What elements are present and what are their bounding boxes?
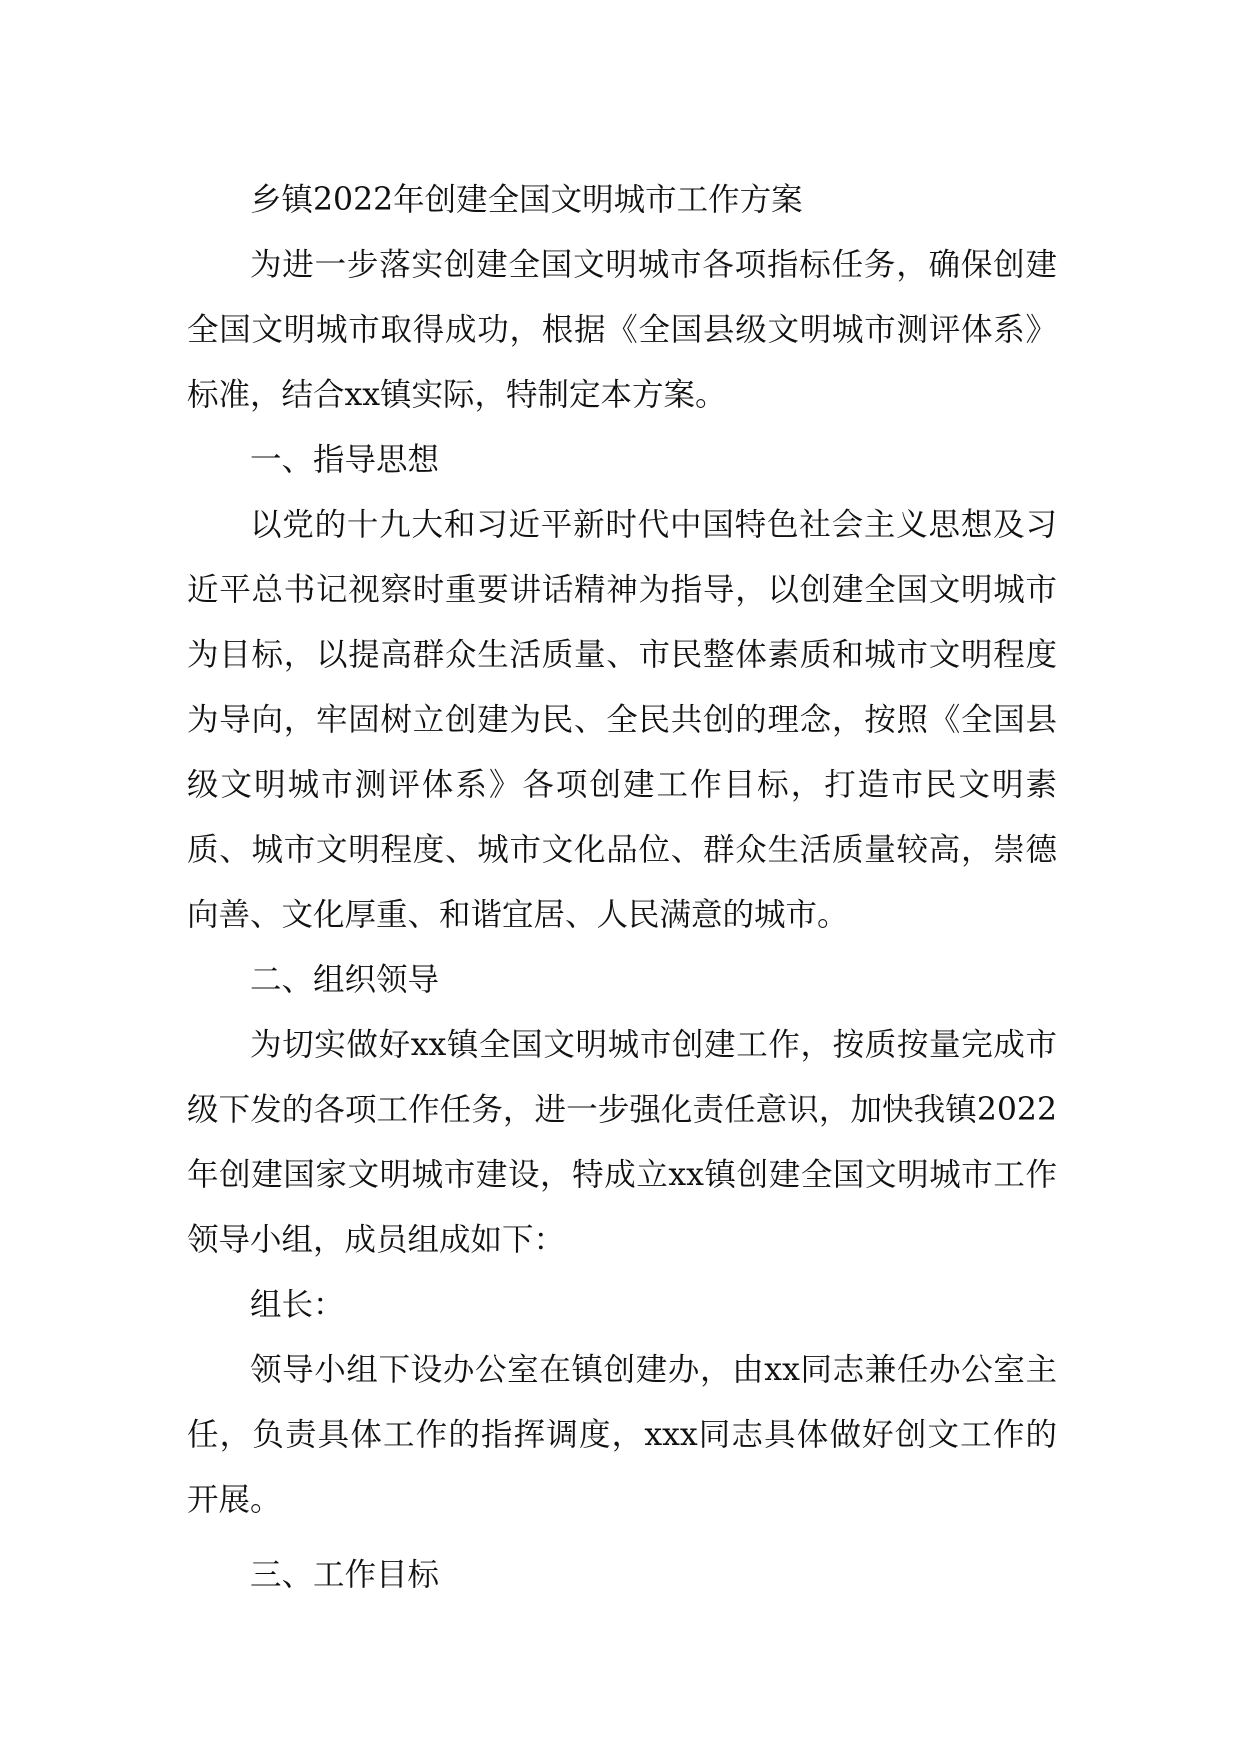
office-paragraph: 领导小组下设办公室在镇创建办，由xx同志兼任办公室主任，负责具体工作的指挥调度，xxx同志具体做好创文工作的开展。 [187, 1352, 1057, 1518]
guiding-ideology-paragraph: 以党的十九大和习近平新时代中国特色社会主义思想及习近平总书记视察时重要讲话精神为指导，以创建全国文明城市为目标，以提高群众生活质量、市民整体素质和城市文明程度为导向，牢固树立创建为民、全民共创的理念，按照《全国县级文明城市测评体系》各项创建工作目标，打造市民文明素质、城市文明程度、城市文化品位、群众生活质量较高，崇德向善、文化厚重、和谐宜居、人民满意的城市。 [187, 507, 1057, 933]
document-title: 乡镇2022年创建全国文明城市工作方案 [250, 182, 803, 218]
section-heading-work-goals: 三、工作目标 [250, 1557, 440, 1593]
section-heading-guiding-ideology: 一、指导思想 [250, 442, 440, 478]
section-heading-organization: 二、组织领导 [250, 962, 440, 998]
organization-paragraph: 为切实做好xx镇全国文明城市创建工作，按质按量完成市级下发的各项工作任务，进一步强化责任意识，加快我镇2022年创建国家文明城市建设，特成立xx镇创建全国文明城市工作领导小组，成员组成如下： [187, 1027, 1057, 1258]
leader-line: 组长： [250, 1287, 345, 1323]
paragraph-gap [187, 1533, 1057, 1543]
document-page [187, 168, 1057, 1608]
intro-paragraph: 为进一步落实创建全国文明城市各项指标任务，确保创建全国文明城市取得成功，根据《全国县级文明城市测评体系》标准，结合xx镇实际，特制定本方案。 [187, 247, 1057, 413]
